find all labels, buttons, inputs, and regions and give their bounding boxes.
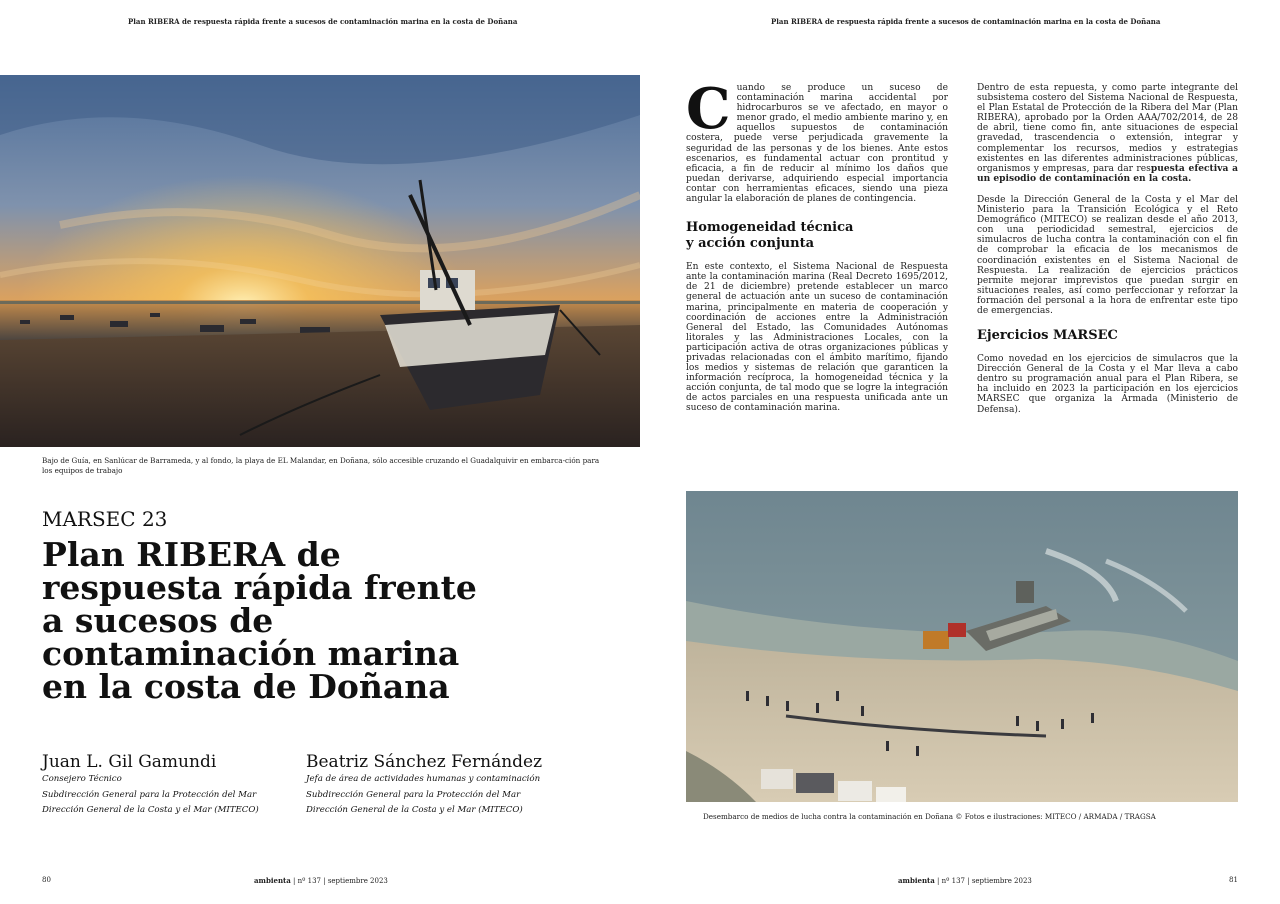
footer-left-magazine: ambienta	[254, 876, 291, 885]
plan-ribera-text: Dentro de esta repuesta, y como parte integrante del subsistema costero del Sistema Nacional de Respuesta, el Plan Estatal de Protección de la Ribera del Mar (Plan RIBERA), aprobado por la Orden AAA/702/2014, de 28 de abril, tiene como fin, ante situaciones de especial gravedad, trascendencia o extensión, integrar y complementar los recursos, medios y estrategias existentes en las diferentes administraciones públicas, organismos y empresas, para dar res	[977, 83, 1238, 174]
article-kicker: MARSEC 23	[42, 507, 168, 531]
section-heading-marsec: Ejercicios MARSEC	[977, 328, 1118, 344]
article-column-2	[977, 83, 1238, 415]
title-line-4: contaminación marina	[42, 634, 460, 673]
author-1	[42, 752, 302, 819]
footer-right-issue: | nº 137 | septiembre 2023	[934, 877, 1032, 885]
title-line-3: a sucesos de	[42, 601, 274, 640]
title-line-1: Plan RIBERA de	[42, 535, 341, 574]
miteco-paragraph: Desde la Dirección General de la Costa y el Mar del Ministerio para la Transición Ecológica y el Reto Demográfico (MITECO) se realizan desde el año 2013, con una periodicidad semestral, ejercicios de simulacros de lucha contra la contaminación con el fin de comprobar la eficacia de los mecanismos de coordinación existentes en el Sistema Nacional de Respuesta. La realización de ejercicios prácticos permite mejorar imprevistos que puedan surgir en situaciones reales, así como perfeccionar y reforzar la formación del personal a la hora de enfrentar este tipo de emergencias.	[977, 194, 1238, 316]
footer-left-issue: | nº 137 | septiembre 2023	[290, 877, 388, 885]
sunset-boat-photo	[0, 75, 640, 447]
author-2-role-3: Dirección General de la Costa y el Mar (MITECO)	[306, 805, 523, 815]
intro-paragraph	[686, 76, 948, 205]
landing-craft-illustration	[686, 491, 1238, 802]
intro-text: uando se produce un suceso de contaminación marina accidental por hidrocarburos se ve afectado, en mayor o menor grado, el medio ambiente marino y, en aquellos supuestos de contaminación costera, puede verse perjudicada gravemente la seguridad de las personas y de los bienes. Ante estos escenarios, es fundamental actuar con prontitud y eficacia, a fin de reducir al mínimo los daños que puedan derivarse, adquiriendo especial importancia contar con herramientas eficaces, siendo una pieza angular la elaboración de planes de contingencia.	[686, 83, 948, 205]
top-photo-caption: Bajo de Guía, en Sanlúcar de Barrameda, y al fondo, la playa de EL Malandar, en Doñana, sólo accesible cruzando el Guadalquivir en embarca-ción para los equipos de trabajo	[42, 456, 600, 475]
article-title	[42, 535, 602, 706]
author-2-name: Beatriz Sánchez Fernández	[306, 752, 543, 772]
marsec-paragraph: Como novedad en los ejercicios de simulacros que la Dirección General de la Costa y el Mar lleva a cabo dentro su programación anual para el Plan Ribera, se ha incluido en 2023 la participación en los ejercicios MARSEC que organiza la Armada (Ministerio de Defensa).	[977, 354, 1238, 415]
author-1-role-1: Consejero Técnico	[42, 774, 122, 784]
running-header-left: Plan RIBERA de respuesta rápida frente a sucesos de contaminación marina en la costa de Doñana	[128, 17, 518, 26]
author-2	[306, 752, 596, 819]
running-header-right: Plan RIBERA de respuesta rápida frente a sucesos de contaminación marina en la costa de Doñana	[771, 17, 1161, 26]
author-2-role-2: Subdirección General para la Protección del Mar	[306, 789, 521, 800]
footer-left	[254, 876, 388, 885]
author-1-role-2: Subdirección General para la Protección del Mar	[42, 789, 257, 800]
author-1-role-3: Dirección General de la Costa y el Mar (MITECO)	[42, 805, 259, 815]
page-number-left: 80	[42, 876, 51, 884]
footer-right-magazine: ambienta	[898, 876, 935, 885]
footer-right	[898, 876, 1032, 885]
sunset-boat-illustration	[0, 75, 640, 447]
homogeneidad-paragraph: En este contexto, el Sistema Nacional de Respuesta ante la contaminación marina (Real Decreto 1695/2012, de 21 de diciembre) pretende establecer un marco general de actuación ante un suceso de contaminación marina, principalmente en materia de cooperación y coordinación de acciones entre la Administración General del Estado, las Comunidades Autónomas litorales y las Administraciones Locales, con la participación activa de otras organizaciones públicas y privadas relacionadas con el ámbito marítimo, fijando los medios y sistemas de relación que garanticen la información recíproca, la homogeneidad técnica y la acción conjunta, de tal modo que se logre la integración de actos parciales en una respuesta unificada ante un suceso de contaminación marina.	[686, 262, 948, 414]
article-column-1	[686, 76, 948, 414]
section-heading-homogeneidad-1: Homogeneidad técnica	[686, 220, 854, 236]
landing-craft-photo	[686, 491, 1238, 802]
author-2-role-1: Jefa de área de actividades humanas y contaminación	[306, 774, 541, 784]
plan-ribera-paragraph	[977, 83, 1238, 184]
bottom-photo-caption: Desembarco de medios de lucha contra la contaminación en Doñana © Fotos e ilustraciones: MITECO / ARMADA / TRAGSA	[703, 812, 1156, 821]
dropcap: C	[686, 76, 731, 142]
author-1-name: Juan L. Gil Gamundi	[42, 752, 217, 772]
title-line-2: respuesta rápida frente	[42, 568, 477, 607]
plan-ribera-bold: puesta efectiva a un episodio de contaminación en la costa.	[977, 162, 1238, 184]
title-line-5: en la costa de Doñana	[42, 667, 450, 706]
page-number-right: 81	[1229, 876, 1238, 884]
section-heading-homogeneidad-2: y acción conjunta	[686, 236, 814, 252]
